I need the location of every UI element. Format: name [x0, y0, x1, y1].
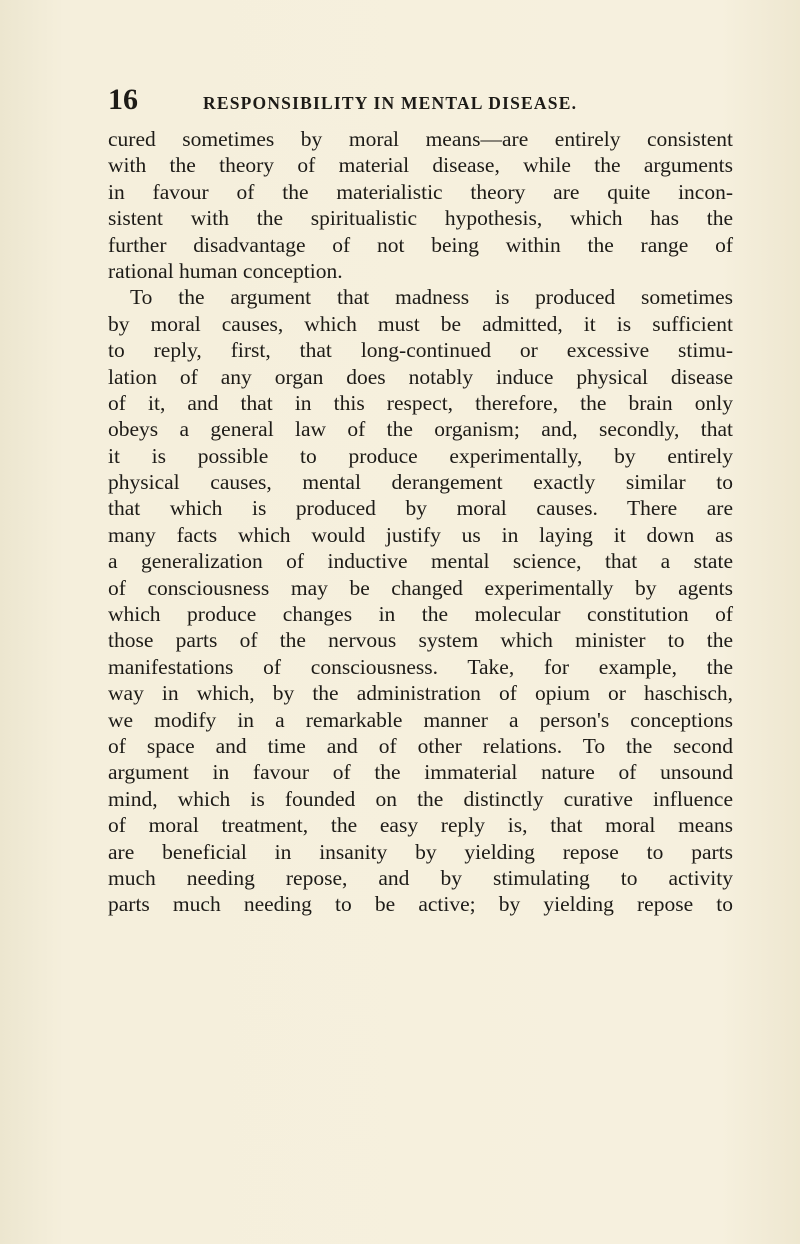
text-line: which produce changes in the molecular constitution of: [108, 602, 733, 627]
text-line: cured sometimes by moral means—are entirely consistent: [108, 127, 733, 151]
text-line: mind, which is founded on the distinctly curative influence: [108, 786, 733, 811]
page-number: 16: [108, 83, 138, 116]
text-line: sistent with the spiritualistic hypothesis, which has the: [108, 206, 733, 231]
text-line: to reply, first, that long-continued or excessive stimu-: [108, 338, 733, 363]
text-line: with the theory of material disease, while the arguments: [108, 153, 733, 178]
text-line: it is possible to produce experimentally, by entirely: [108, 443, 733, 468]
text-line: many facts which would justify us in laying it down as: [108, 522, 733, 547]
text-line: by moral causes, which must be admitted, it is sufficient: [108, 311, 733, 336]
paragraph-start-line: To the argument that madness is produced sometimes: [130, 285, 733, 310]
running-title: RESPONSIBILITY IN MENTAL DISEASE.: [203, 93, 578, 113]
text-line: of space and time and of other relations. To the second: [108, 733, 733, 758]
text-line: way in which, by the administration of opium or haschisch,: [108, 681, 733, 706]
text-line: argument in favour of the immaterial nature of unsound: [108, 760, 733, 785]
text-line: we modify in a remarkable manner a person's conceptions: [108, 707, 733, 732]
text-line: that which is produced by moral causes. There are: [108, 496, 733, 521]
text-line: obeys a general law of the organism; and, secondly, that: [108, 417, 733, 442]
text-line: of consciousness may be changed experimentally by agents: [108, 575, 733, 600]
text-line: further disadvantage of not being within the range of: [108, 232, 733, 257]
text-line: those parts of the nervous system which minister to the: [108, 628, 733, 653]
text-line: physical causes, mental derangement exactly similar to: [108, 470, 733, 495]
text-line: are beneficial in insanity by yielding repose to parts: [108, 839, 733, 864]
text-line: rational human conception.: [108, 258, 343, 283]
text-line: of it, and that in this respect, therefore, the brain only: [108, 390, 733, 415]
text-line: in favour of the materialistic theory are quite incon-: [108, 179, 733, 204]
text-line: of moral treatment, the easy reply is, that moral means: [108, 813, 733, 838]
body-text: [108, 126, 733, 918]
text-line: lation of any organ does notably induce physical disease: [108, 364, 733, 389]
text-line: manifestations of consciousness. Take, for example, the: [108, 654, 733, 679]
text-line: parts much needing to be active; by yielding repose to: [108, 892, 733, 917]
running-head: [108, 80, 728, 120]
text-line: much needing repose, and by stimulating to activity: [108, 865, 733, 890]
text-line: a generalization of inductive mental science, that a state: [108, 549, 733, 574]
